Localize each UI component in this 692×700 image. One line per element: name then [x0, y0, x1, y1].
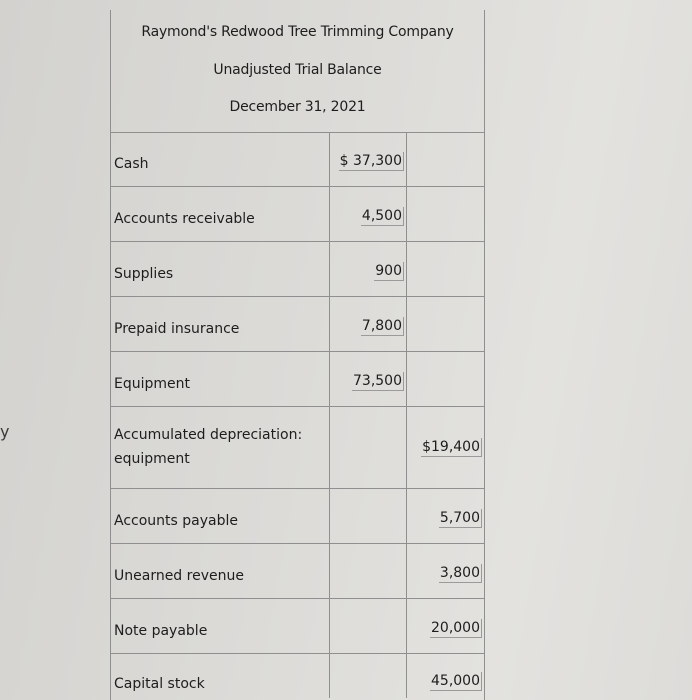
account-name: Cash [114, 156, 149, 172]
account-cell [111, 544, 330, 598]
table-row [111, 654, 484, 698]
account-cell [111, 352, 330, 406]
credit-amount: $19,400 [422, 439, 480, 455]
debit-amount: 900 [375, 263, 402, 279]
credit-cell [407, 242, 484, 296]
account-cell [111, 242, 330, 296]
credit-cell [407, 352, 484, 406]
debit-cell [330, 599, 407, 653]
table-row [111, 242, 484, 297]
trial-balance-header [111, 10, 484, 133]
credit-cell [407, 407, 484, 488]
account-name: Prepaid insurance [114, 321, 240, 337]
table-row [111, 187, 484, 242]
account-name: Accounts receivable [114, 211, 255, 227]
account-cell [111, 654, 330, 698]
debit-amount: 7,800 [361, 318, 402, 334]
debit-cell [330, 654, 407, 698]
credit-cell [407, 489, 484, 543]
report-date: December 31, 2021 [229, 99, 366, 115]
account-cell [111, 599, 330, 653]
debit-cell [330, 297, 407, 351]
account-name: Note payable [114, 623, 208, 639]
account-cell [111, 297, 330, 351]
account-name: Supplies [114, 266, 174, 282]
table-row [111, 352, 484, 407]
table-row [111, 132, 484, 187]
account-cell [111, 132, 330, 186]
debit-cell [330, 242, 407, 296]
debit-cell [330, 132, 407, 186]
company-name: Raymond's Redwood Tree Trimming Company [141, 24, 454, 40]
credit-cell [407, 544, 484, 598]
credit-cell [407, 187, 484, 241]
credit-cell [407, 132, 484, 186]
account-name: Unearned revenue [114, 568, 244, 584]
credit-cell [407, 297, 484, 351]
account-cell [111, 407, 330, 488]
credit-amount: 45,000 [431, 673, 480, 689]
debit-cell [330, 544, 407, 598]
table-row [111, 544, 484, 599]
trial-balance-sheet [110, 10, 485, 700]
table-row [111, 297, 484, 352]
account-cell [111, 489, 330, 543]
account-name: Capital stock [114, 676, 205, 692]
credit-amount: 5,700 [439, 510, 480, 526]
account-name: Accumulated depreciation: equipment [114, 427, 303, 467]
credit-amount: 20,000 [431, 620, 480, 636]
debit-cell [330, 489, 407, 543]
debit-cell [330, 407, 407, 488]
account-cell [111, 187, 330, 241]
table-row [111, 407, 484, 489]
debit-amount: 4,500 [361, 208, 402, 224]
credit-cell [407, 654, 484, 698]
table-row [111, 489, 484, 544]
account-name: Equipment [114, 376, 190, 392]
trial-balance-rows [111, 132, 484, 698]
debit-amount: 73,500 [353, 373, 402, 389]
debit-cell [330, 187, 407, 241]
account-name: Accounts payable [114, 513, 238, 529]
stray-pen-mark: y [0, 422, 10, 441]
debit-cell [330, 352, 407, 406]
debit-amount: $ 37,300 [339, 153, 402, 169]
report-title: Unadjusted Trial Balance [213, 62, 382, 78]
table-row [111, 599, 484, 654]
credit-amount: 3,800 [439, 565, 480, 581]
credit-cell [407, 599, 484, 653]
